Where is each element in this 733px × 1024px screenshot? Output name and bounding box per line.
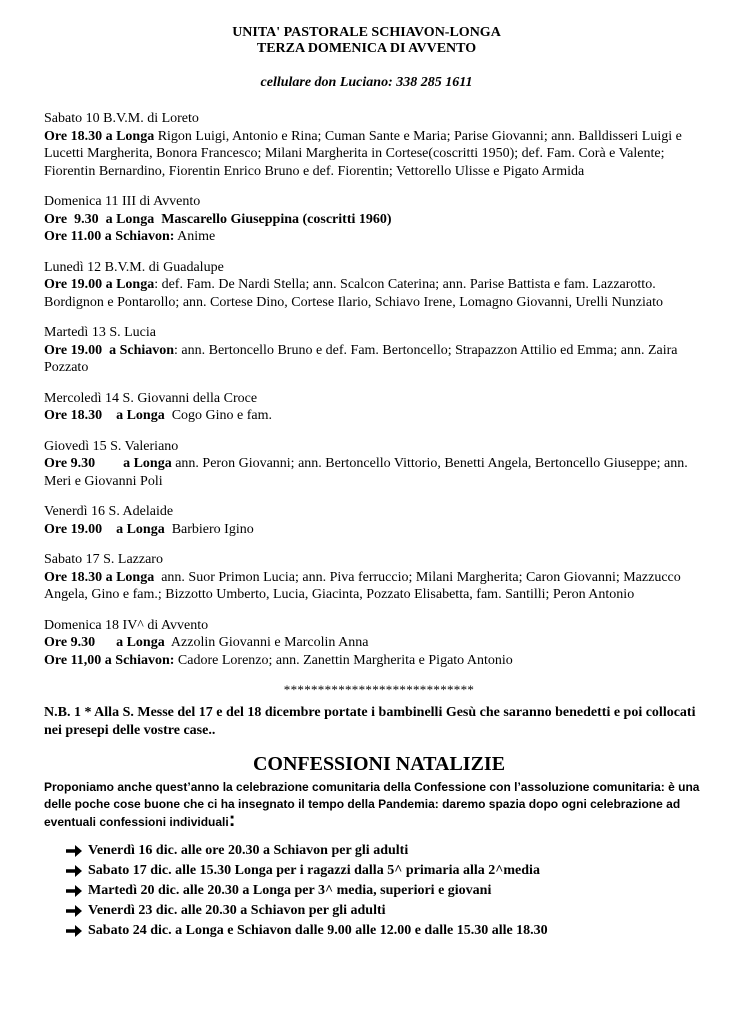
confession-item-text: Martedì 20 dic. alle 20.30 a Longa per 3^ media, superiori e giovani xyxy=(88,882,492,898)
mass-intentions: Barbiero Igino xyxy=(164,521,254,537)
mass-entry xyxy=(44,276,714,311)
mass-intentions: Rigon Luigi, Antonio e Rina; Cuman Sante e Maria; Parise Giovanni; ann. Balldisseri Luigi e Lucetti Margherita, Bonora Francesco; Milani Margherita in Cortese(coscritti 1950); def. Fam. Corà e Valente; Fiorentin Bernardino, Fiorentin Enrico Bruno e def. Fiorentin; Vettorello Ulisse e Pigato Armida xyxy=(44,128,686,179)
mass-entry xyxy=(44,569,714,604)
day-block xyxy=(44,617,714,670)
sunday-title: TERZA DOMENICA DI AVVENTO xyxy=(256,41,477,56)
mass-time-place: Ore 9.30 a Longa xyxy=(44,635,165,650)
day-title: Lunedì 12 B.V.M. di Guadalupe xyxy=(44,259,224,275)
confession-item-text: Sabato 24 dic. a Longa e Schiavon dalle 9.00 alle 12.00 e dalle 15.30 alle 18.30 xyxy=(88,922,548,938)
confession-item xyxy=(66,861,714,881)
confessioni-list xyxy=(66,841,714,941)
day-block xyxy=(44,503,714,538)
mass-entry xyxy=(44,652,714,670)
confessioni-text-body: Proponiamo anche quest’anno la celebrazione comunitaria della Confessione con l’assoluzione comunitaria: è una delle poche cose buone che ci ha insegnato il tempo della Pandemia: daremo spazia dopo ogni celebrazione ad eventuali confessioni individuali xyxy=(44,780,700,829)
separator: **************************** xyxy=(283,682,475,697)
confession-item xyxy=(66,921,714,941)
mass-intentions: Anime xyxy=(174,229,216,244)
mass-intentions: Cogo Gino e fam. xyxy=(164,408,273,423)
mass-entry xyxy=(44,228,714,246)
mass-time-place: Ore 18.30 a Longa xyxy=(44,569,155,585)
days-list xyxy=(44,110,714,669)
day-title: Martedì 13 S. Lucia xyxy=(44,325,156,340)
confession-item-text: Sabato 17 dic. alle 15.30 Longa per i ragazzi dalla 5^ primaria alla 2^media xyxy=(88,862,540,878)
day-block xyxy=(44,193,714,246)
mass-entry xyxy=(44,342,714,377)
mass-intentions: Azzolin Giovanni e Marcolin Anna xyxy=(164,635,369,650)
mass-time-place: Ore 9.30 a Longa xyxy=(44,456,172,471)
confession-item xyxy=(66,841,714,861)
arrow-right-icon xyxy=(66,845,88,857)
mass-time-place: Ore 9.30 a Longa xyxy=(44,211,155,227)
day-title: Venerdì 16 S. Adelaide xyxy=(44,504,174,519)
mass-entry xyxy=(44,634,714,652)
bulletin-header xyxy=(0,0,733,57)
mass-entry xyxy=(44,455,714,490)
nb-note: N.B. 1 * Alla S. Messe del 17 e del 18 dicembre portate i bambinelli Gesù che saranno benedetti e poi collocati nei presepi delle vostre case.. xyxy=(44,705,696,738)
parish-name: UNITA' PASTORALE SCHIAVON-LONGA xyxy=(232,25,501,40)
arrow-right-icon xyxy=(66,925,88,937)
mass-time-place: Ore 11.00 a Schiavon: xyxy=(44,229,175,244)
confessioni-text xyxy=(44,779,714,831)
arrow-right-icon xyxy=(66,885,88,897)
mass-intention-bold: Mascarello Giuseppina (coscritti 1960) xyxy=(154,211,392,227)
mass-time-place: Ore 18.30 a Longa xyxy=(44,128,155,144)
day-block xyxy=(44,324,714,377)
day-title: Domenica 11 III di Avvento xyxy=(44,194,201,209)
confession-item xyxy=(66,901,714,921)
day-block xyxy=(44,438,714,491)
mass-intentions: ann. Peron Giovanni; ann. Bertoncello Vittorio, Benetti Angela, Bertoncello Giuseppe; ann. Meri e Giovanni Poli xyxy=(44,456,692,489)
day-block xyxy=(44,259,714,312)
day-title: Domenica 18 IV^ di Avvento xyxy=(44,617,209,633)
mass-intentions: : def. Fam. De Nardi Stella; ann. Scalcon Caterina; ann. Parise Battista e fam. Lazzarotto. Bordignon e Pontarollo; ann. Cortese Dino, Cortese Ilario, Schiavo Irene, Lomagno Giovanni, Urelli Nunziato xyxy=(44,277,663,310)
mass-intentions: : ann. Bertoncello Bruno e def. Fam. Bertoncello; Strapazzon Attilio ed Emma; ann. Zaira Pozzato xyxy=(44,342,681,375)
arrow-right-icon xyxy=(66,865,88,877)
mass-entry xyxy=(44,211,714,229)
day-title: Mercoledì 14 S. Giovanni della Croce xyxy=(44,390,258,406)
mass-entry xyxy=(44,521,714,539)
mass-time-place: Ore 11,00 a Schiavon: xyxy=(44,652,175,668)
day-block xyxy=(44,390,714,425)
confessioni-colon: : xyxy=(228,809,236,831)
mass-schedule xyxy=(44,110,714,941)
day-title: Giovedì 15 S. Valeriano xyxy=(44,438,179,454)
mass-intentions: Cadore Lorenzo; ann. Zanettin Margherita e Pigato Antonio xyxy=(174,652,513,668)
mass-time-place: Ore 19.00 a Longa xyxy=(44,277,155,292)
phone-line: cellulare don Luciano: 338 285 1611 xyxy=(260,75,473,90)
mass-intentions: ann. Suor Primon Lucia; ann. Piva ferruccio; Milani Margherita; Caron Giovanni; Mazzucco Angela, Gino e fam.; Bizzotto Umberto, Lucia, Giacinta, Pozzato Elisabetta, fam. Santilli; Peron Antonio xyxy=(44,569,684,602)
mass-entry xyxy=(44,128,714,181)
confession-item-text: Venerdì 23 dic. alle 20.30 a Schiavon per gli adulti xyxy=(88,902,386,918)
day-block xyxy=(44,551,714,604)
day-title: Sabato 10 B.V.M. di Loreto xyxy=(44,111,199,126)
mass-time-place: Ore 19.00 a Schiavon xyxy=(44,342,175,358)
mass-time-place: Ore 19.00 a Longa xyxy=(44,521,165,537)
mass-entry xyxy=(44,407,714,425)
confession-item-text: Venerdì 16 dic. alle ore 20.30 a Schiavon per gli adulti xyxy=(88,842,409,858)
confessioni-title: CONFESSIONI NATALIZIE xyxy=(252,753,506,775)
arrow-right-icon xyxy=(66,905,88,917)
confession-item xyxy=(66,881,714,901)
day-block xyxy=(44,110,714,180)
mass-time-place: Ore 18.30 a Longa xyxy=(44,408,165,423)
day-title: Sabato 17 S. Lazzaro xyxy=(44,552,163,567)
